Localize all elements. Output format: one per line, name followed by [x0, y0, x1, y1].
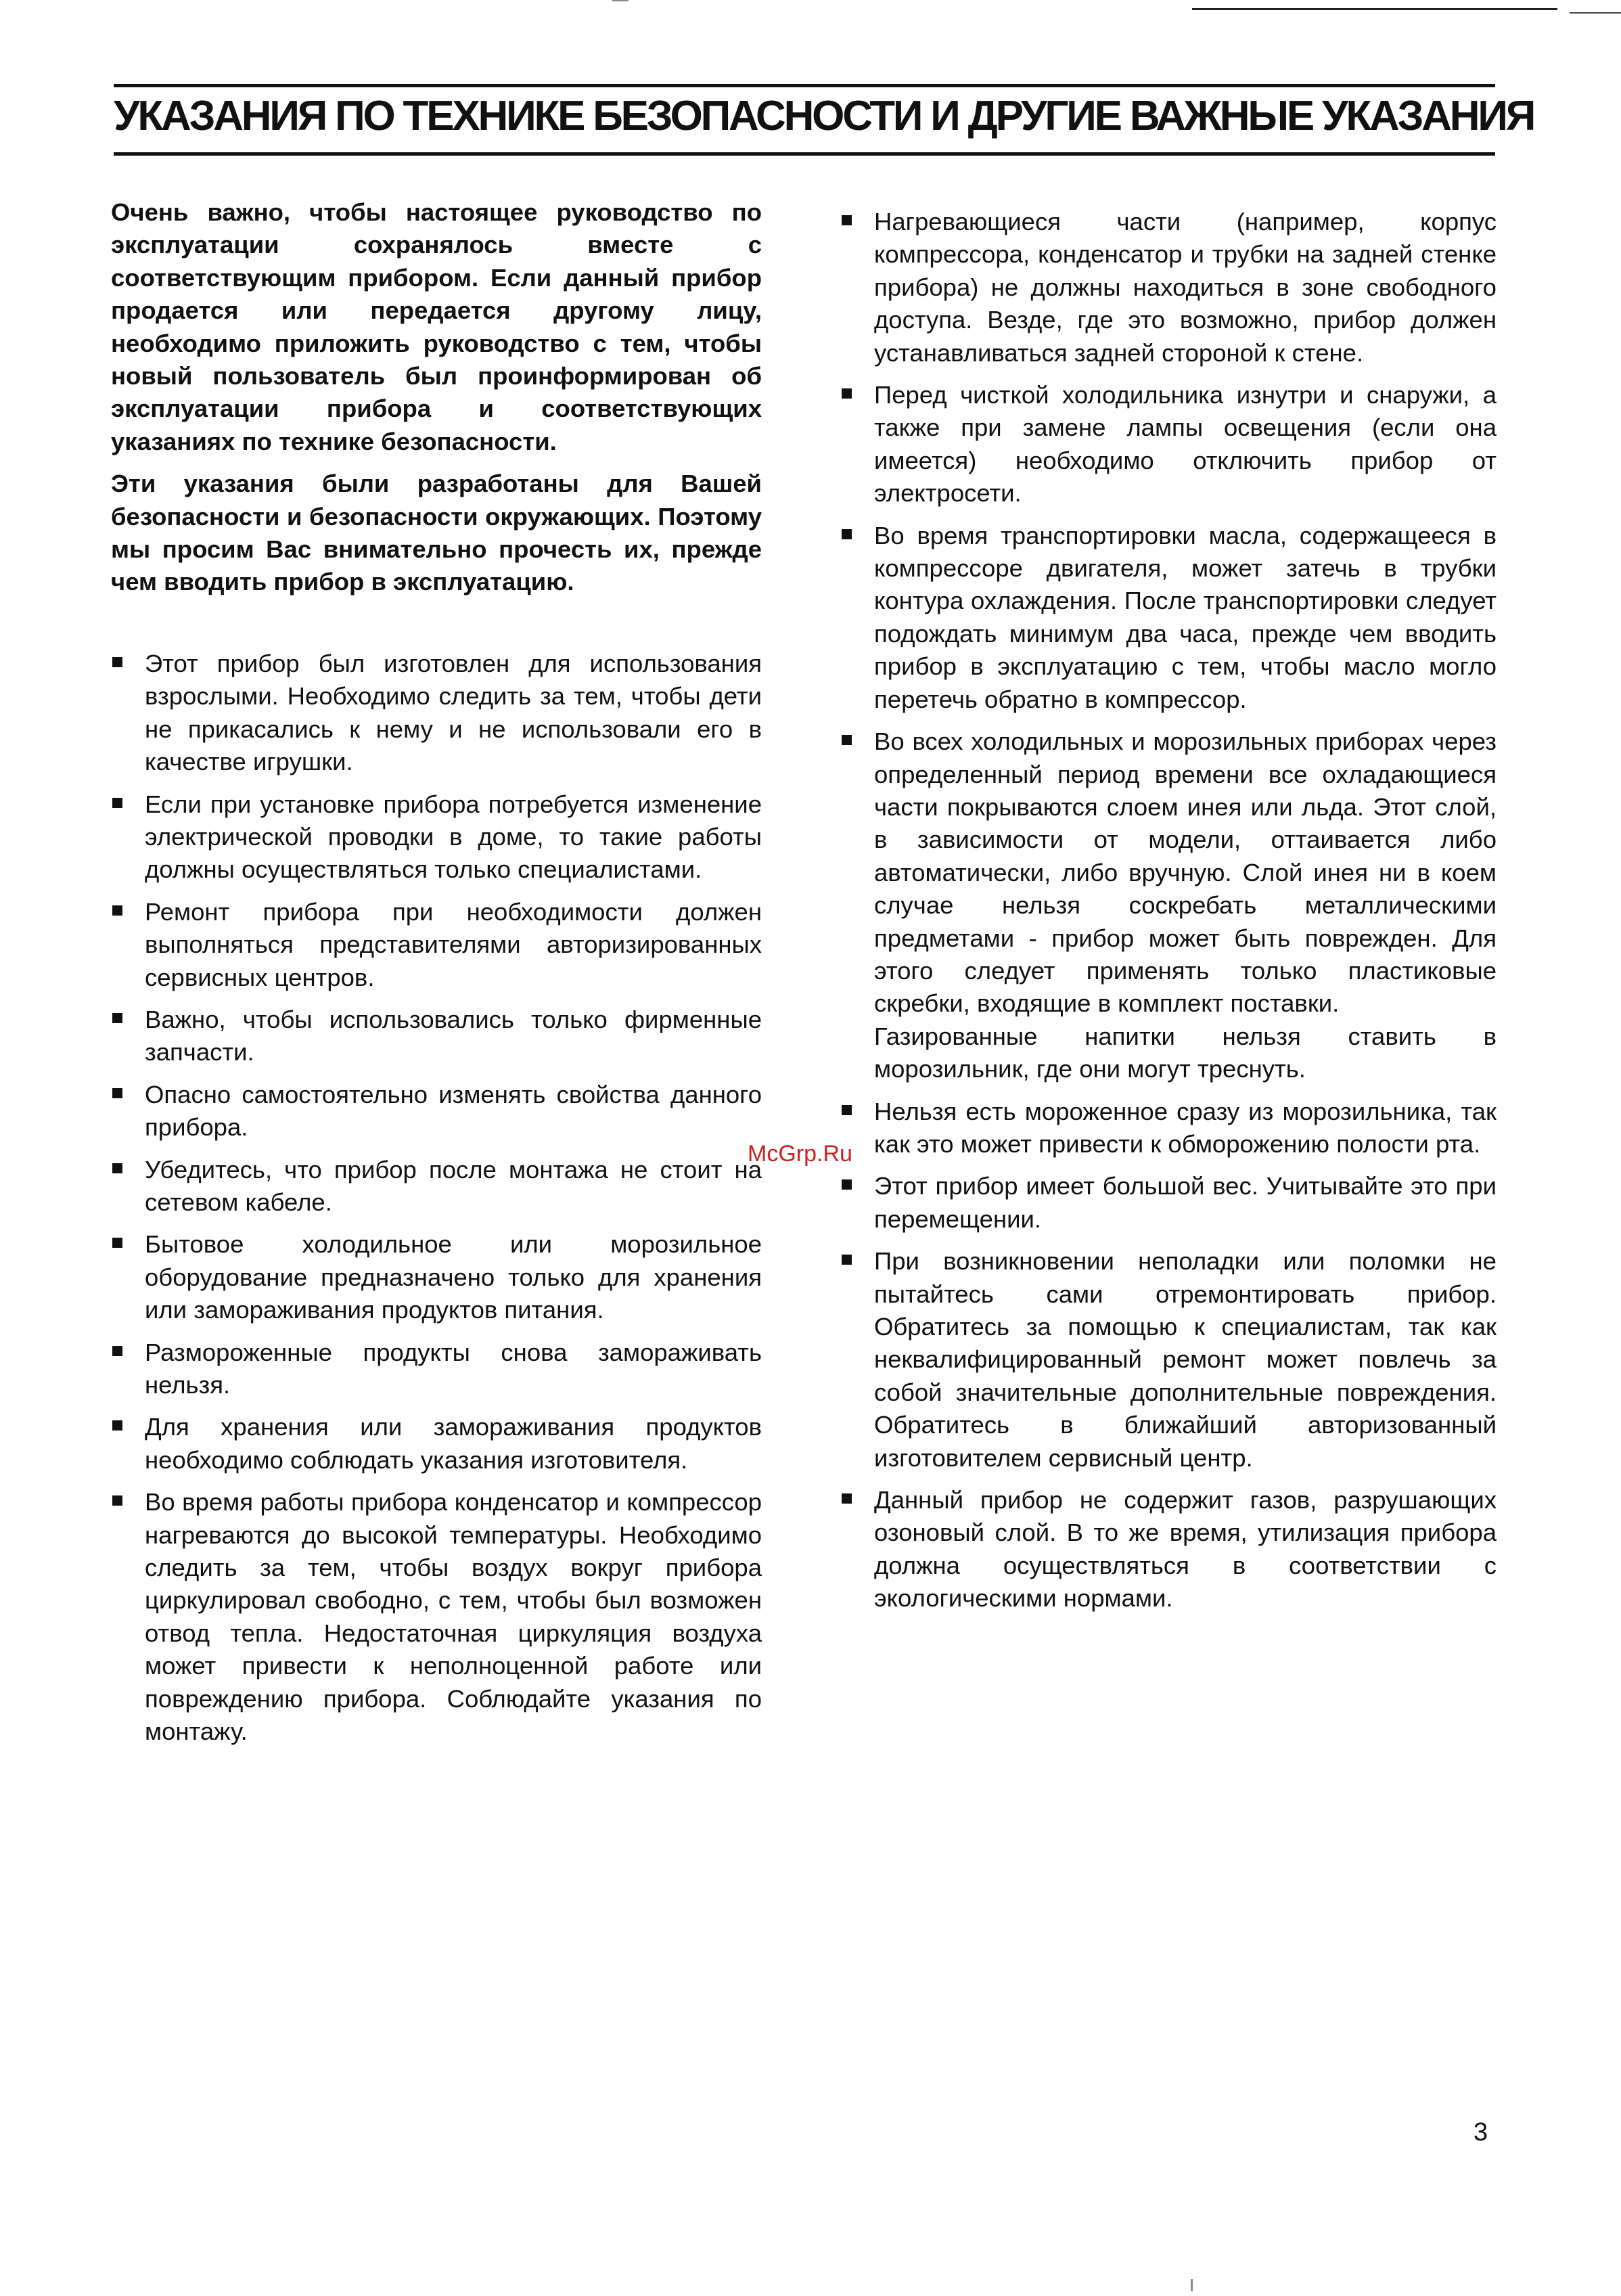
scan-mark-top: [612, 0, 629, 1]
list-item-text: Нельзя есть мороженное сразу из морозильника, так как это может привести к обморожению полости рта.: [874, 1097, 1497, 1158]
square-bullet-icon: [842, 1105, 852, 1115]
square-bullet-icon: [112, 905, 122, 916]
list-item: [111, 648, 762, 779]
scan-mark-bottom: [1191, 2279, 1193, 2291]
list-item: [111, 1079, 762, 1144]
list-item-text: Бытовое холодильное или морозильное оборудование предназначено только для хранения или замораживания продуктов питания.: [145, 1230, 762, 1324]
list-item: [111, 1411, 762, 1477]
list-item-text: Важно, чтобы использовались только фирменные запчасти.: [145, 1005, 762, 1066]
list-item: [834, 206, 1497, 369]
square-bullet-icon: [112, 798, 122, 808]
list-item-text: Ремонт прибора при необходимости должен выполняться представителями авторизированных сервисных центров.: [145, 897, 762, 991]
header-rule: [1192, 8, 1557, 10]
list-item: [111, 1486, 762, 1748]
list-item: [111, 1336, 762, 1402]
list-item: [834, 379, 1497, 510]
square-bullet-icon: [842, 215, 852, 225]
list-item-text: Этот прибор был изготовлен для использования взрослыми. Необходимо следить за тем, чтобы дети не прикасались к нему и не использовали его в качестве игрушки.: [145, 649, 762, 776]
list-item: [834, 1245, 1497, 1475]
list-item-text: Во время транспортировки масла, содержащееся в компрессоре двигателя, может затечь в трубки контура охлаждения. После транспортировки следует подождать минимум два часа, прежде чем вводить прибор в эксплуатацию с тем, чтобы масло могло перетечь обратно в компрессор.: [874, 521, 1497, 713]
list-item: [834, 1096, 1497, 1161]
watermark-text: McGrp.Ru: [748, 1141, 852, 1167]
intro-paragraph-2: Эти указания были разработаны для Вашей безопасности и безопасности окружающих. Поэтому мы просим Вас внимательно прочесть их, прежде чем вводить прибор в эксплуатацию.: [111, 470, 762, 596]
square-bullet-icon: [842, 735, 852, 745]
intro-paragraph-1: Очень важно, чтобы настоящее руководство по эксплуатации сохранялось вместе с соответствующим прибором. Если данный прибор продается или передается другому лицу, необходимо приложить руководство с тем, чтобы новый пользователь был проинформирован об эксплуатации прибора и соответствующих указаниях по технике безопасности.: [111, 198, 762, 455]
list-item: [111, 788, 762, 886]
list-item: [111, 896, 762, 994]
list-item: [111, 1154, 762, 1219]
square-bullet-icon: [842, 388, 852, 399]
square-bullet-icon: [112, 1013, 122, 1023]
title-rule-top: [114, 84, 1495, 87]
square-bullet-icon: [112, 1495, 122, 1506]
list-item-text: При возникновении неполадки или поломки не пытайтесь сами отремонтировать прибор. Обратитесь за помощью к специалистам, так как неквалифицированный ремонт может повлечь за собой значительные дополнительные повреждения. Обратитесь в ближайший авторизованный изготовителем сервисный центр.: [874, 1247, 1497, 1472]
square-bullet-icon: [112, 1346, 122, 1356]
right-bullet-list: [834, 206, 1497, 1615]
list-item-text: Этот прибор имеет большой вес. Учитывайте это при перемещении.: [874, 1172, 1497, 1233]
list-item-continuation: Газированные напитки нельзя ставить в морозильник, где они могут треснуть.: [874, 1022, 1497, 1083]
square-bullet-icon: [842, 1179, 852, 1190]
square-bullet-icon: [112, 657, 122, 667]
square-bullet-icon: [112, 1238, 122, 1248]
square-bullet-icon: [842, 529, 852, 539]
left-bullet-list: [111, 648, 762, 1749]
square-bullet-icon: [842, 1255, 852, 1265]
list-item-text: Опасно самостоятельно изменять свойства данного прибора.: [145, 1080, 762, 1142]
square-bullet-icon: [842, 1493, 852, 1504]
list-item-text: Во время работы прибора конденсатор и компрессор нагреваются до высокой температуры. Необходимо следить за тем, чтобы воздух вокруг прибора циркулировал свободно, с тем, чтобы был возможен отвод тепла. Недостаточная циркуляция воздуха может привести к неполноценной работе или повреждению прибора. Соблюдайте указания по монтажу.: [145, 1488, 762, 1746]
page-number: 3: [1474, 2118, 1488, 2146]
list-item: [834, 1484, 1497, 1615]
list-item-text: Размороженные продукты снова замораживать нельзя.: [145, 1338, 762, 1399]
list-item: [111, 1228, 762, 1326]
list-item: [834, 725, 1497, 1085]
list-item: [834, 1170, 1497, 1236]
left-column: [111, 196, 762, 1757]
list-item-text: Для хранения или замораживания продуктов необходимо соблюдать указания изготовителя.: [145, 1413, 762, 1474]
square-bullet-icon: [112, 1420, 122, 1431]
list-item-text: Перед чисткой холодильника изнутри и снаружи, а также при замене лампы освещения (если она имеется) необходимо отключить прибор от электросети.: [874, 381, 1497, 508]
list-item: [834, 520, 1497, 716]
page-title: УКАЗАНИЯ ПО ТЕХНИКЕ БЕЗОПАСНОСТИ И ДРУГИЕ ВАЖНЫЕ УКАЗАНИЯ: [114, 93, 1534, 139]
list-item-text: Данный прибор не содержит газов, разрушающих озоновый слой. В то же время, утилизация прибора должна осуществляться в соответствии с экологическими нормами.: [874, 1486, 1497, 1613]
list-item-text: Если при установке прибора потребуется изменение электрической проводки в доме, то такие работы должны осуществляться только специалистами.: [145, 790, 762, 884]
list-item-text: Нагревающиеся части (например, корпус компрессора, конденсатор и трубки на задней стенке прибора) не должны находиться в зоне свободного доступа. Везде, где это возможно, прибор должен устанавливаться задней стороной к стене.: [874, 208, 1497, 367]
title-rule-bottom: [114, 152, 1495, 156]
header-rule-short: [1570, 12, 1621, 14]
list-item: [111, 1004, 762, 1069]
right-column: [834, 206, 1497, 1625]
list-item-text: Убедитесь, что прибор после монтажа не стоит на сетевом кабеле.: [145, 1155, 762, 1216]
square-bullet-icon: [112, 1163, 122, 1173]
list-item-text: Во всех холодильных и морозильных приборах через определенный период времени все охладающиеся части покрываются слоем инея или льда. Этот слой, в зависимости от модели, оттаивается либо автоматически, либо вручную. Слой инея ни в коем случае нельзя соскребать металлическими предметами - прибор может быть поврежден. Для этого следует применять только пластиковые скребки, входящие в комплект поставки.: [874, 727, 1497, 1018]
square-bullet-icon: [112, 1088, 122, 1098]
